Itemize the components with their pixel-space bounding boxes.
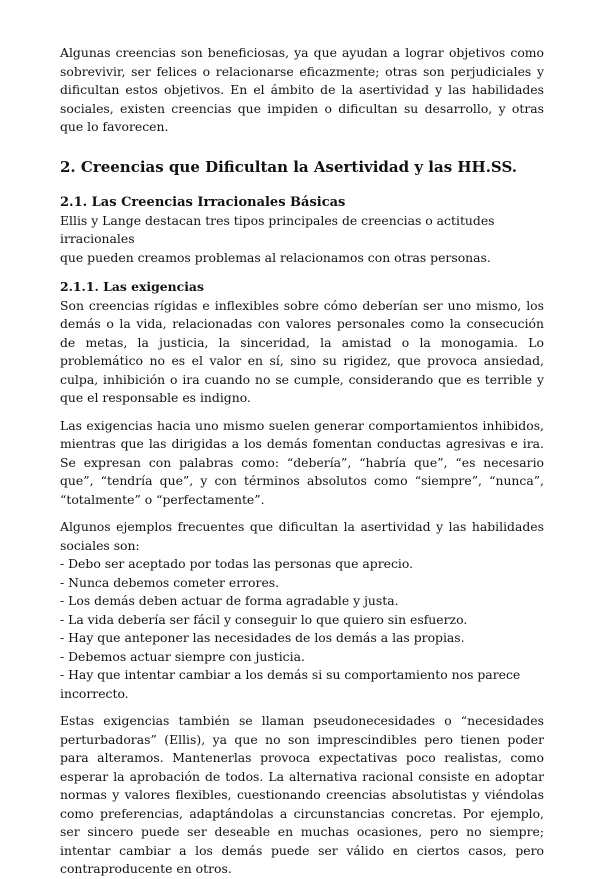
list-item: - Debemos actuar siempre con justicia. — [60, 648, 305, 664]
list-item: - La vida debería ser fácil y conseguir lo que quiero sin esfuerzo. — [60, 611, 468, 627]
exigencias-paragraph-2: Las exigencias hacia uno mismo suelen generar comportamientos inhibidos, mientras que las dirigidas a los demás fomentan conductas agresivas e ira. Se expresan con palabras como: “debería”, “habría que”, “es necesario que”, “tendría que”, y con términos absolutos como “siempre”, “nunca”, “totalmente” o “perfectamente”. — [60, 417, 544, 507]
list-item: - Los demás deben actuar de forma agradable y justa. — [60, 593, 399, 608]
examples-list — [60, 555, 544, 703]
exigencias-paragraph-1: Son creencias rígidas e inflexibles sobre cómo deberían ser uno mismo, los demás o la vida, relacionadas con valores personales como la consecución de metas, la justicia, la sinceridad, la amistad o la monogamia. Lo problemático no es el valor en sí, sino su rigidez, que provoca ansiedad, culpa, inhibición o ira cuando no se cumple, considerando que es terrible y que el responsable es indigno. — [60, 297, 544, 405]
list-item: - Debo ser aceptado por todas las personas que aprecio. — [60, 556, 414, 571]
section-2-1-line-1: Ellis y Lange destacan tres tipos principales de creencias o actitudes irracionales — [60, 212, 495, 246]
intro-paragraph: Algunas creencias son beneficiosas, ya que ayudan a lograr objetivos como sobrevivir, ser felices o relacionarse eficazmente; otras son perjudiciales y dificultan estos objetivos. En el ámbito de la asertividad y las habilidades sociales, existen creencias que impiden o dificultan su desarrollo, y otras que lo favorecen. — [60, 45, 544, 134]
list-item: - Nunca debemos cometer errores. — [60, 574, 280, 590]
section-2-1-heading: 2.1. Las Creencias Irracionales Básicas — [60, 194, 346, 210]
exigencias-paragraph-4: Estas exigencias también se llaman pseudonecesidades o “necesidades perturbadoras” (Ellis), ya que no son imprescindibles pero tienen poder para alteramos. Mantenerlas provoca expectativas poco realistas, como esperar la aprobación de todos. La alternativa racional consiste en adoptar normas y valores flexibles, cuestionando creencias absolutistas y viéndolas como preferencias, adaptándolas a circunstancias concretas. Por ejemplo, ser sincero puede ser deseable en muchas ocasiones, pero no siempre; intentar cambiar a los demás puede ser válido en ciertos casos, pero contraproducente en otros. — [60, 713, 544, 876]
list-item: - Hay que anteponer las necesidades de los demás a las propias. — [60, 630, 465, 645]
list-item: - Hay que intentar cambiar a los demás si su comportamiento nos parece incorrecto. — [60, 667, 521, 701]
section-2-1-1-heading: 2.1.1. Las exigencias — [60, 279, 204, 294]
document-page — [60, 44, 544, 879]
section-2-heading: 2. Creencias que Dificultan la Asertividad y las HH.SS. — [60, 157, 517, 176]
section-2-1-line-2: que pueden creamos problemas al relacionamos con otras personas. — [60, 249, 491, 265]
exigencias-paragraph-3: Algunos ejemplos frecuentes que dificultan la asertividad y las habilidades sociales son: — [60, 519, 544, 553]
